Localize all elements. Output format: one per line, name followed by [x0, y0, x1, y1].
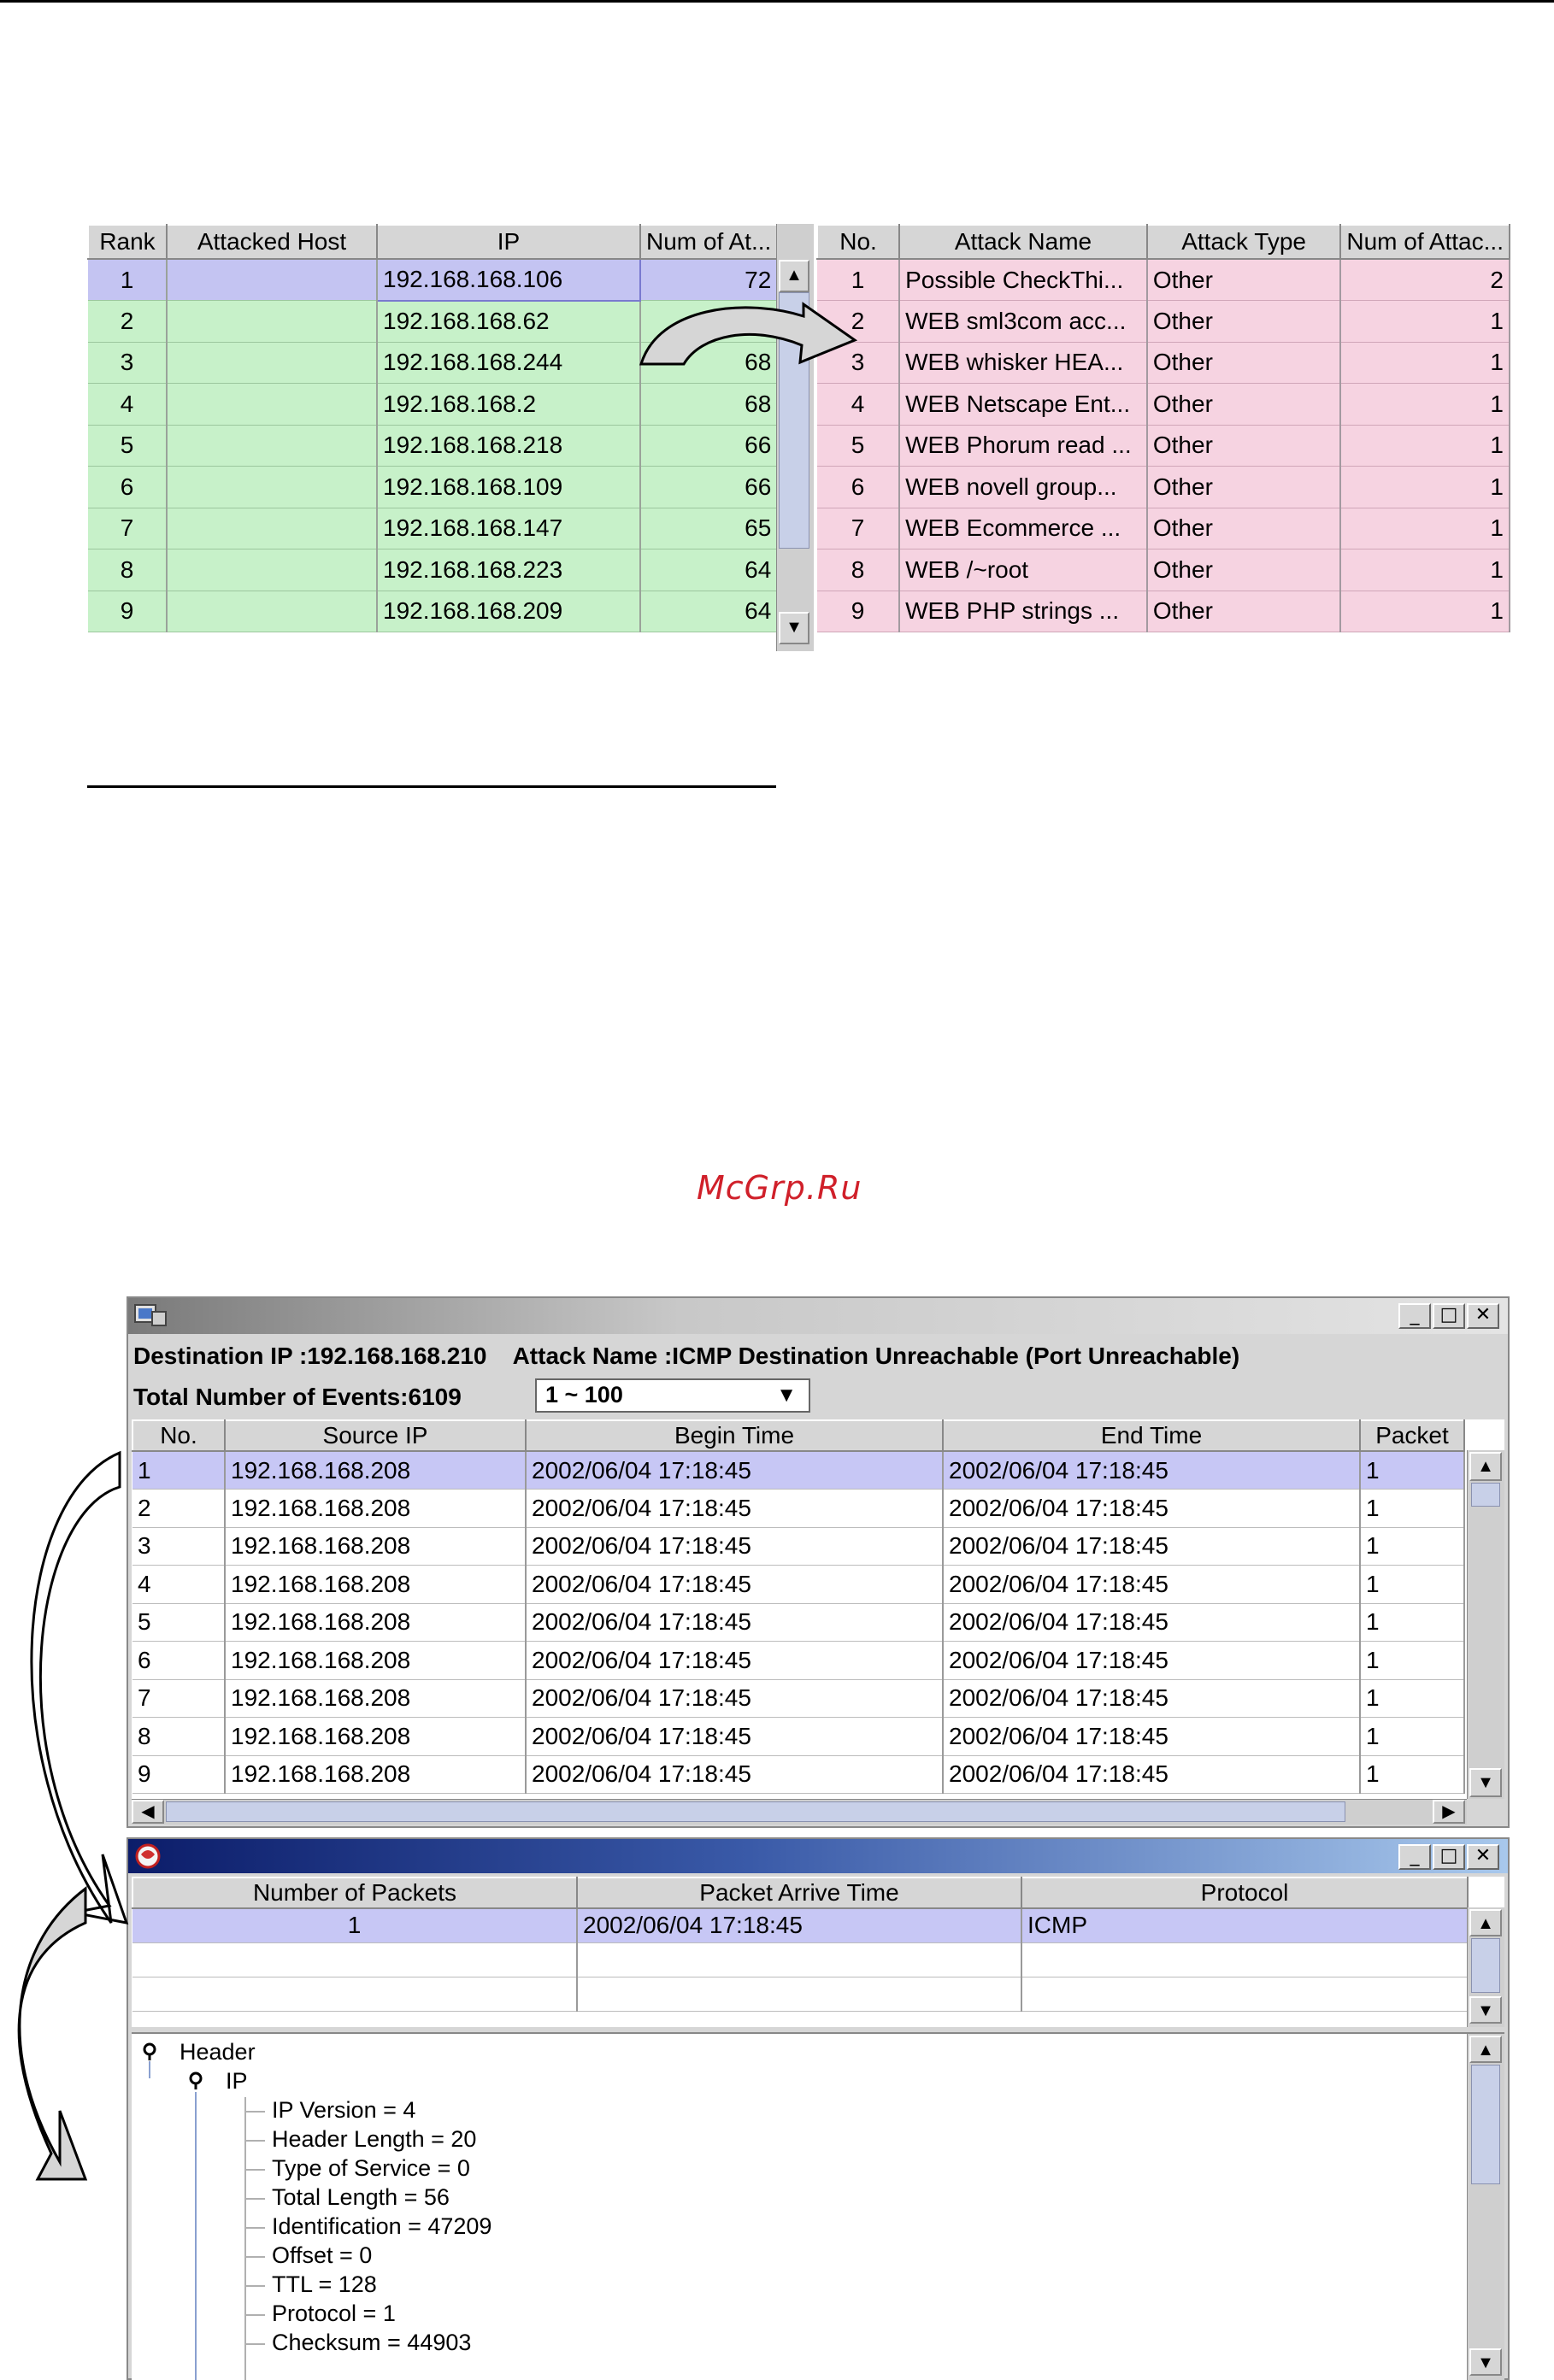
col-ip[interactable]: IP	[377, 225, 640, 259]
rank-table-scrollbar[interactable]	[776, 224, 814, 651]
tree-line	[195, 2092, 197, 2380]
table-row[interactable]	[132, 1942, 1468, 1977]
section-rule	[87, 785, 776, 788]
window-controls	[1398, 1844, 1499, 1870]
scroll-down-icon[interactable]: ▼	[779, 612, 809, 644]
total-events-label: Total Number of Events:6109	[133, 1384, 462, 1410]
key-pin-icon[interactable]	[140, 2042, 159, 2061]
tree-leaf[interactable]: Header Length = 20	[272, 2126, 477, 2152]
tree-line	[244, 2285, 265, 2287]
scroll-right-icon[interactable]: ▶	[1433, 1800, 1465, 1824]
table-row[interactable]: 1 192.168.168.106 72	[88, 259, 777, 301]
tree-leaf[interactable]: TTL = 128	[272, 2271, 377, 2297]
tree-line	[244, 2343, 265, 2345]
tree-leaf[interactable]: Checksum = 44903	[272, 2330, 472, 2355]
curved-arrow-icon	[633, 291, 906, 385]
col-attack-name[interactable]: Attack Name	[899, 225, 1147, 259]
table-row[interactable]: 3 WEB whisker HEA... Other 1	[817, 342, 1510, 384]
table-row[interactable]: 8 192.168.168.223 64	[88, 549, 777, 591]
col-begin-time[interactable]: Begin Time	[526, 1420, 943, 1451]
col-rank[interactable]: Rank	[88, 225, 167, 259]
tree-line	[244, 2111, 265, 2113]
col-number-of-packets[interactable]: Number of Packets	[132, 1878, 577, 1908]
tree-node-header[interactable]: Header	[180, 2039, 256, 2065]
scroll-down-icon[interactable]: ▼	[1469, 1768, 1502, 1797]
col-source-ip[interactable]: Source IP	[225, 1420, 526, 1451]
tree-node-ip[interactable]: IP	[226, 2068, 248, 2094]
rank-table	[87, 224, 778, 632]
tree-leaf[interactable]: Type of Service = 0	[272, 2155, 470, 2181]
tree-leaf[interactable]: IP Version = 4	[272, 2097, 416, 2123]
table-row[interactable]: 1 2002/06/04 17:18:45 ICMP	[132, 1908, 1468, 1942]
scroll-up-icon[interactable]: ▲	[1469, 1452, 1502, 1481]
tree-line	[244, 2256, 265, 2258]
col-packet-arrive-time[interactable]: Packet Arrive Time	[577, 1878, 1021, 1908]
tree-line	[244, 2227, 265, 2229]
table-row[interactable]: 1 192.168.168.208 2002/06/04 17:18:45 2002/06/04 17:18:45 1	[132, 1451, 1464, 1490]
range-select[interactable]	[535, 1378, 810, 1413]
tree-line	[149, 2061, 150, 2078]
minimize-button[interactable]: _	[1398, 1844, 1431, 1870]
packets-window-titlebar[interactable]	[128, 1839, 1508, 1873]
close-button[interactable]: ✕	[1467, 1844, 1499, 1870]
rank-table-panel	[87, 224, 815, 651]
maximize-button[interactable]: □	[1433, 1303, 1465, 1329]
table-row[interactable]: 4 WEB Netscape Ent... Other 1	[817, 384, 1510, 426]
page-top-rule	[0, 0, 1554, 3]
scroll-left-icon[interactable]: ◀	[132, 1800, 164, 1824]
table-row[interactable]: 8 WEB /~root Other 1	[817, 549, 1510, 591]
range-select-value: 1 ~ 100	[545, 1382, 623, 1407]
scroll-thumb[interactable]	[1471, 1938, 1500, 1993]
events-window-titlebar[interactable]	[128, 1298, 1508, 1334]
table-row[interactable]: 7 192.168.168.147 65	[88, 508, 777, 549]
col-num-attacks[interactable]: Num of Attac...	[1340, 225, 1510, 259]
tree-leaf[interactable]: Total Length = 56	[272, 2184, 450, 2210]
tree-vscroll[interactable]	[1467, 2034, 1504, 2380]
table-row[interactable]: 6 WEB novell group... Other 1	[817, 467, 1510, 508]
tree-leaf[interactable]: Identification = 47209	[272, 2213, 492, 2239]
col-attack-type[interactable]: Attack Type	[1147, 225, 1340, 259]
tree-line	[244, 2097, 246, 2380]
col-packet[interactable]: Packet	[1360, 1420, 1464, 1451]
attack-table-panel	[816, 224, 1510, 651]
close-button[interactable]: ✕	[1467, 1303, 1499, 1329]
col-no[interactable]: No.	[132, 1420, 225, 1451]
chevron-down-icon: ▼	[776, 1384, 797, 1407]
scroll-thumb[interactable]	[1471, 2065, 1500, 2184]
events-table-panel	[132, 1419, 1504, 1799]
table-row[interactable]: 6 192.168.168.208 2002/06/04 17:18:45 2002/06/04 17:18:45 1	[132, 1642, 1464, 1680]
events-table-hscroll[interactable]	[132, 1799, 1467, 1825]
scroll-up-icon[interactable]: ▲	[1469, 1909, 1502, 1936]
col-attacked-host[interactable]: Attacked Host	[167, 225, 377, 259]
scroll-up-icon[interactable]: ▲	[779, 260, 809, 292]
tree-leaf[interactable]: Offset = 0	[272, 2242, 373, 2268]
table-row[interactable]: 9 192.168.168.209 64	[88, 591, 777, 632]
window-controls	[1398, 1303, 1499, 1329]
scroll-up-icon[interactable]: ▲	[1469, 2036, 1502, 2063]
attack-table	[816, 224, 1510, 632]
key-pin-icon[interactable]	[186, 2071, 205, 2090]
scroll-thumb[interactable]	[1471, 1483, 1500, 1507]
table-row[interactable]: 7 192.168.168.208 2002/06/04 17:18:45 2002/06/04 17:18:45 1	[132, 1679, 1464, 1718]
app-icon	[133, 1842, 162, 1870]
table-row[interactable]: 2 192.168.168.208 2002/06/04 17:18:45 2002/06/04 17:18:45 1	[132, 1490, 1464, 1528]
table-row[interactable]: 7 WEB Ecommerce ... Other 1	[817, 508, 1510, 549]
table-row[interactable]: 5 192.168.168.218 66	[88, 425, 777, 467]
table-row[interactable]: 2 192.168.168.62	[88, 301, 777, 343]
watermark: McGrp.Ru	[697, 1169, 862, 1207]
events-table	[132, 1419, 1465, 1794]
tree-line	[244, 2314, 265, 2316]
table-row[interactable]: 6 192.168.168.109 66	[88, 467, 777, 508]
tree-leaf[interactable]: Protocol = 1	[272, 2301, 396, 2326]
table-row[interactable]: 4 192.168.168.208 2002/06/04 17:18:45 2002/06/04 17:18:45 1	[132, 1566, 1464, 1604]
table-row[interactable]: 5 192.168.168.208 2002/06/04 17:18:45 2002/06/04 17:18:45 1	[132, 1603, 1464, 1642]
col-end-time[interactable]: End Time	[943, 1420, 1360, 1451]
packets-table	[132, 1877, 1469, 2012]
table-row[interactable]: 9 192.168.168.208 2002/06/04 17:18:45 2002/06/04 17:18:45 1	[132, 1755, 1464, 1794]
col-protocol[interactable]: Protocol	[1021, 1878, 1468, 1908]
scroll-down-icon[interactable]: ▼	[1469, 2348, 1502, 2376]
table-row[interactable]: 4 192.168.168.2 68	[88, 384, 777, 426]
events-window	[127, 1296, 1510, 1828]
tree-line	[244, 2140, 265, 2142]
table-row[interactable]: 2 WEB sml3com acc... Other 1	[817, 301, 1510, 343]
packets-window	[127, 1837, 1510, 2380]
col-no[interactable]: No.	[817, 225, 899, 259]
packets-table-vscroll[interactable]	[1467, 1907, 1504, 2027]
computer-icon	[133, 1303, 168, 1329]
table-row[interactable]: 3 192.168.168.244 68	[88, 342, 777, 384]
curved-arrow-icon	[0, 1444, 137, 2213]
packet-header-tree	[132, 2032, 1504, 2380]
maximize-button[interactable]: □	[1433, 1844, 1465, 1870]
tree-line	[244, 2169, 265, 2171]
table-row[interactable]: 5 WEB Phorum read ... Other 1	[817, 425, 1510, 467]
table-row[interactable]: 3 192.168.168.208 2002/06/04 17:18:45 2002/06/04 17:18:45 1	[132, 1527, 1464, 1566]
scroll-down-icon[interactable]: ▼	[1469, 1996, 1502, 2024]
packets-table-panel	[132, 1877, 1504, 2027]
tree-line	[244, 2198, 265, 2200]
scroll-thumb[interactable]	[166, 1801, 1345, 1822]
table-row[interactable]: 9 WEB PHP strings ... Other 1	[817, 591, 1510, 632]
col-num-attacks[interactable]: Num of At...	[640, 225, 777, 259]
table-row[interactable]	[132, 1977, 1468, 2011]
table-row[interactable]: 8 192.168.168.208 2002/06/04 17:18:45 2002/06/04 17:18:45 1	[132, 1718, 1464, 1756]
destination-info: Destination IP :192.168.168.210 Attack Name :ICMP Destination Unreachable (Port Unreachable)	[133, 1343, 1240, 1369]
events-table-vscroll[interactable]	[1467, 1450, 1504, 1799]
minimize-button[interactable]: _	[1398, 1303, 1431, 1329]
table-row[interactable]: 1 Possible CheckThi... Other 2	[817, 259, 1510, 301]
